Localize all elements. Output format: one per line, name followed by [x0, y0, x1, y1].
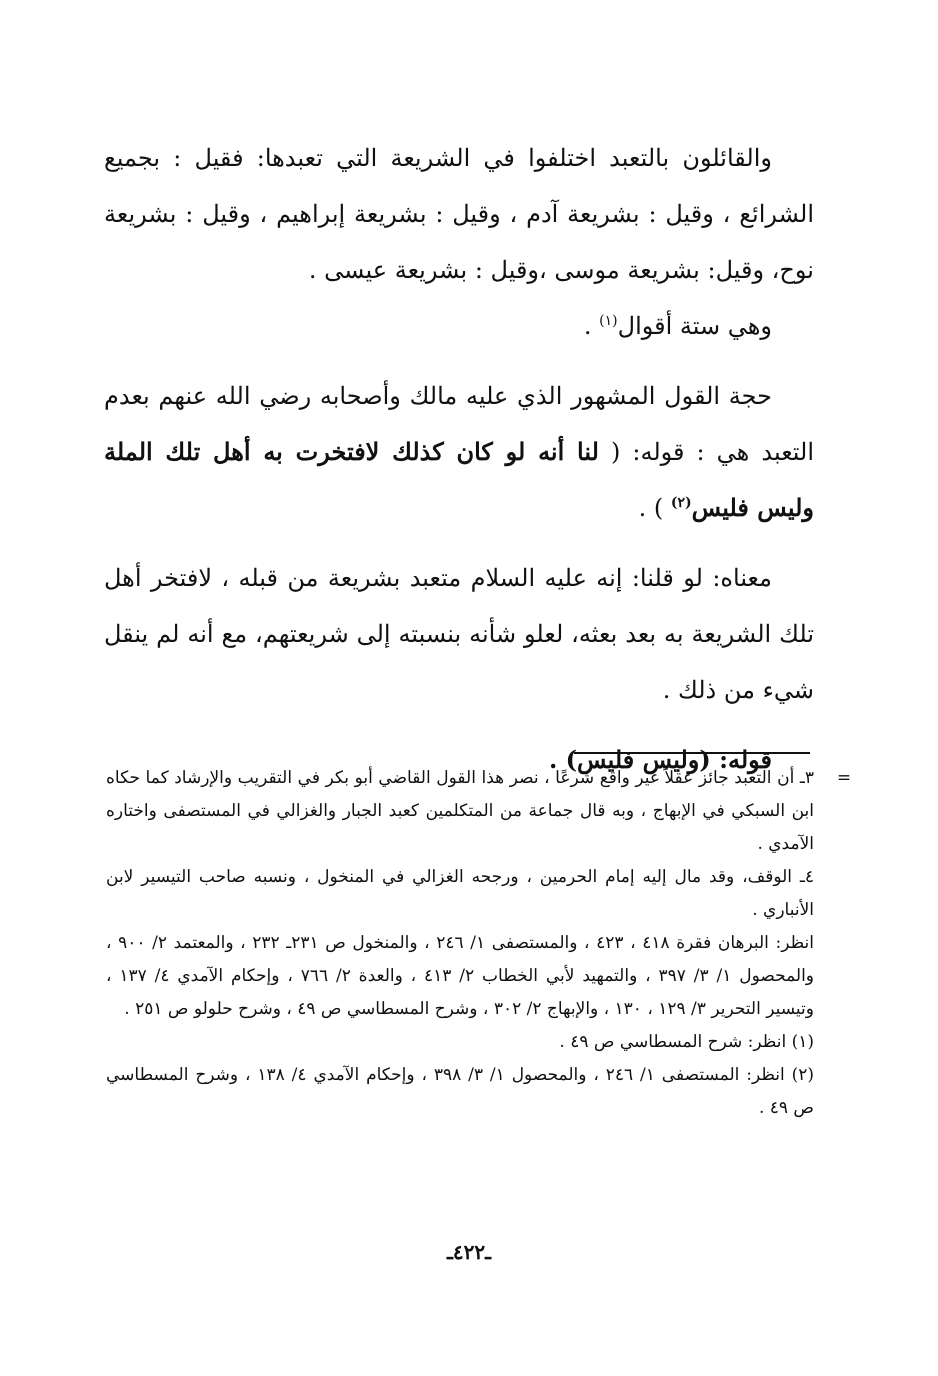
main-text [104, 130, 814, 788]
continuation-mark: = [836, 768, 852, 788]
footnote-ref-2: (٢) [670, 495, 692, 511]
footnote-opinion-3 [106, 762, 852, 861]
argument-end: ) . [638, 494, 671, 522]
six-opinions-end: . [583, 312, 600, 340]
paragraph-meaning: معناه: لو قلنا: إنه عليه السلام متعبد بشريعة من قبله ، لافتخر أهل تلك الشريعة به بعد بعثه، لعلو شأنه بنسبته إلى شريعتهم، مع أنه لم ينقل شيء من ذلك . [104, 564, 814, 704]
footnote-opinion-3-text: ٣ـ أن التعبد جائز عقلاً غير واقع شرعًا ، نصر هذا القول القاضي أبو بكر في التقريب والإرشاد كما حكاه ابن السبكي في الإبهاج ، وبه قال جماعة من المتكلمين كعبد الجبار والغزالي في المستصفى واختاره الآمدي . [106, 768, 814, 854]
six-opinions-text: وهي ستة أقوال [617, 312, 772, 340]
page-number: ـ٤٢٢ـ [447, 1240, 491, 1264]
paragraph-argument [104, 368, 814, 536]
footnotes [106, 762, 852, 1125]
footnote-references: انظر: البرهان فقرة ٤١٨ ، ٤٢٣ ، والمستصفى ١/ ٢٤٦ ، والمنخول ص ٢٣١ـ ٢٣٢ ، والمعتمد ٢/ ٩٠٠ ، والمحصول ١/ ٣/ ٣٩٧ ، والتمهيد لأبي الخطاب ٢/ ٤١٣ ، والعدة ٢/ ٧٦٦ ، وإحكام الآمدي ٤/ ١٣٧ ، وتيسير التحرير ٣/ ١٢٩ ، ١٣٠ ، والإبهاج ٢/ ٣٠٢ ، وشرح المسطاسي ص ٤٩ ، وشرح حلولو ص ٢٥١ . [106, 933, 815, 1019]
paragraph-six-opinions [104, 298, 814, 354]
footnote-opinion-4: ٤ـ الوقف، وقد مال إليه إمام الحرمين ، ورجحه الغزالي في المنخول ، ونسبه صاحب التيسير لابن الأنباري . [106, 867, 814, 920]
footnote-ref-1: (١) [599, 313, 618, 329]
paragraph-quote-heading: قوله: (وليس فليس) . [548, 745, 772, 774]
footnote-1: (١) انظر: شرح المسطاسي ص ٤٩ . [559, 1032, 814, 1052]
paragraph-schools: والقائلون بالتعبد اختلفوا في الشريعة التي تعبدها: فقيل : بجميع الشرائع ، وقيل : بشريعة آدم ، وقيل : بشريعة إبراهيم ، وقيل : بشريعة نوح، وقيل: بشريعة موسى ،وقيل : بشريعة عيسى . [104, 144, 814, 284]
argument-lead: حجة القول المشهور الذي عليه مالك وأصحابه رضي الله عنهم بعدم التعبد هي : قوله: ( [104, 382, 815, 466]
footnote-divider [574, 752, 810, 754]
argument-quote: لنا أنه لو كان كذلك لافتخرت به أهل تلك الملة وليس فليس [104, 437, 814, 522]
footnote-2: (٢) انظر: المستصفى ١/ ٢٤٦ ، والمحصول ١/ ٣/ ٣٩٨ ، وإحكام الآمدي ٤/ ١٣٨ ، وشرح المسطاسي ص ٤٩ . [106, 1065, 815, 1118]
